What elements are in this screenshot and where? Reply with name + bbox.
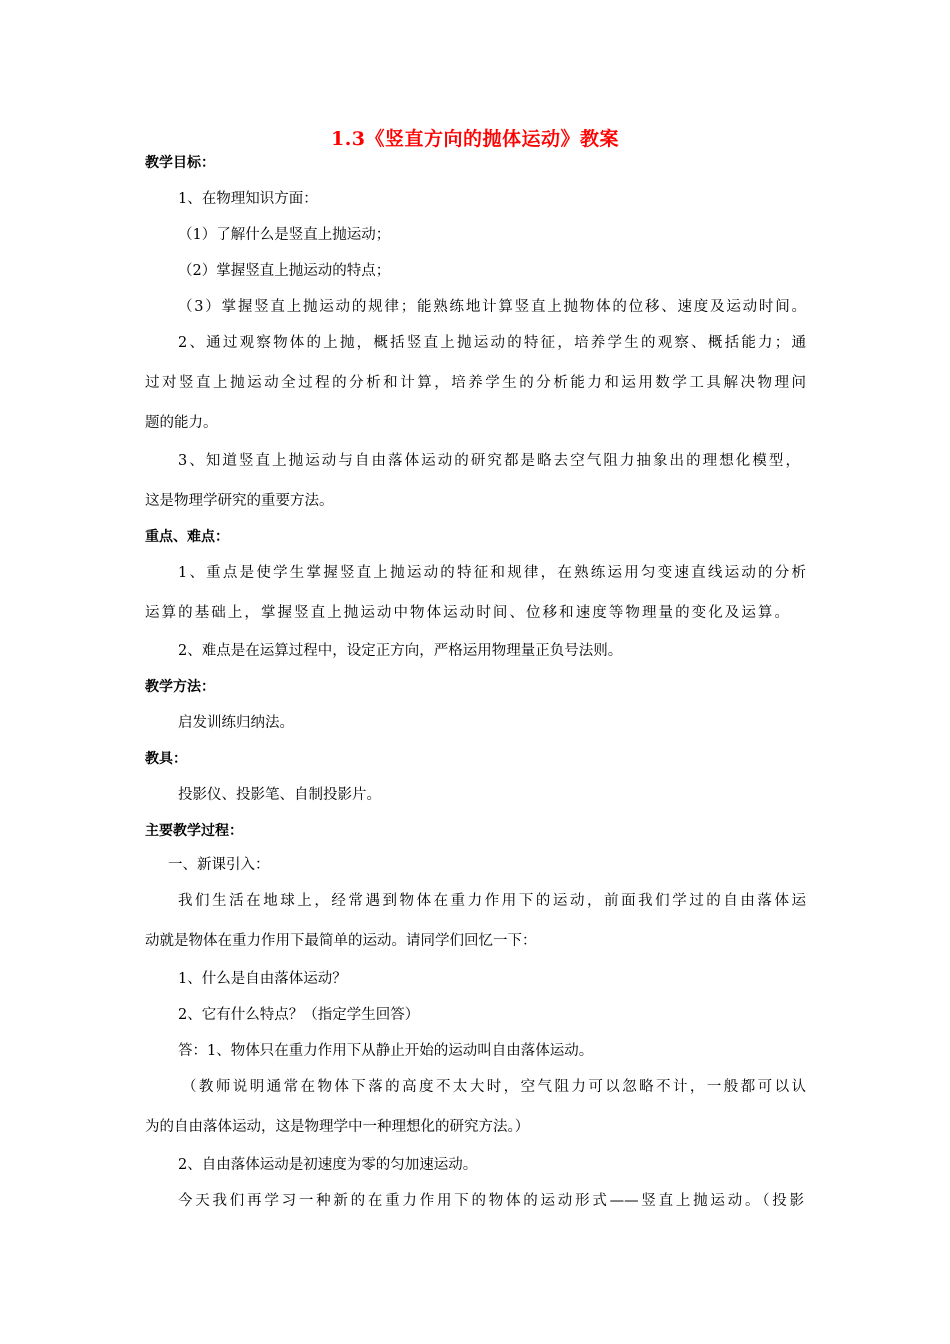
goal-2-line-2: 过对竖直上抛运动全过程的分析和计算，培养学生的分析能力和运用数学工具解决物理问: [145, 375, 806, 391]
key-point-2: 2、难点是在运算过程中，设定正方向，严格运用物理量正负号法则。: [178, 643, 623, 659]
teacher-note-line-1: （教师说明通常在物体下落的高度不太大时，空气阻力可以忽略不计，一般都可以认: [182, 1079, 806, 1095]
intro-heading: 一、新课引入：: [168, 857, 270, 873]
question-2: 2、它有什么特点？（指定学生回答）: [178, 1007, 420, 1023]
intro-line-1: 我们生活在地球上，经常遇到物体在重力作用下的运动，前面我们学过的自由落体运: [178, 893, 806, 909]
goal-3-line-2: 这是物理学研究的重要方法。: [145, 493, 334, 509]
key-point-1-line-2: 运算的基础上，掌握竖直上抛运动中物体运动时间、位移和速度等物理量的变化及运算。: [145, 605, 789, 621]
goal-2-line-1: 2、通过观察物体的上抛，概括竖直上抛运动的特征，培养学生的观察、概括能力；通: [178, 335, 806, 351]
goals-heading: 教学目标：: [145, 155, 215, 171]
answer-1: 答：1、物体只在重力作用下从静止开始的运动叫自由落体运动。: [178, 1043, 594, 1059]
goal-2-line-3: 题的能力。: [145, 415, 218, 431]
goal-3-line-1: 3、知道竖直上抛运动与自由落体运动的研究都是略去空气阻力抽象出的理想化模型，: [178, 453, 800, 469]
goal-1-1: （1）了解什么是竖直上抛运动；: [178, 227, 391, 243]
goal-1-2: （2）掌握竖直上抛运动的特点；: [178, 263, 391, 279]
method-heading: 教学方法：: [145, 679, 215, 695]
today-intro: 今天我们再学习一种新的在重力作用下的物体的运动形式——竖直上抛运动。（投影: [178, 1193, 804, 1209]
teacher-note-line-2: 为的自由落体运动，这是物理学中一种理想化的研究方法。）: [145, 1119, 530, 1135]
process-heading: 主要教学过程：: [145, 823, 243, 839]
document-title: 1.3《竖直方向的抛体运动》教案: [330, 128, 620, 150]
answer-2: 2、自由落体运动是初速度为零的匀加速运动。: [178, 1157, 478, 1173]
goal-1: 1、在物理知识方面：: [178, 191, 318, 207]
tools-heading: 教具：: [145, 751, 187, 767]
key-points-heading: 重点、难点：: [145, 529, 229, 545]
goal-1-3: （3）掌握竖直上抛运动的规律；能熟练地计算竖直上抛物体的位移、速度及运动时间。: [178, 299, 806, 315]
method-text: 启发训练归纳法。: [178, 715, 294, 731]
tools-text: 投影仪、投影笔、自制投影片。: [178, 787, 381, 803]
intro-line-2: 动就是物体在重力作用下最简单的运动。请同学们回忆一下：: [145, 933, 537, 949]
question-1: 1、什么是自由落体运动？: [178, 971, 347, 987]
key-point-1-line-1: 1、重点是使学生掌握竖直上抛运动的特征和规律，在熟练运用匀变速直线运动的分析: [178, 565, 806, 581]
